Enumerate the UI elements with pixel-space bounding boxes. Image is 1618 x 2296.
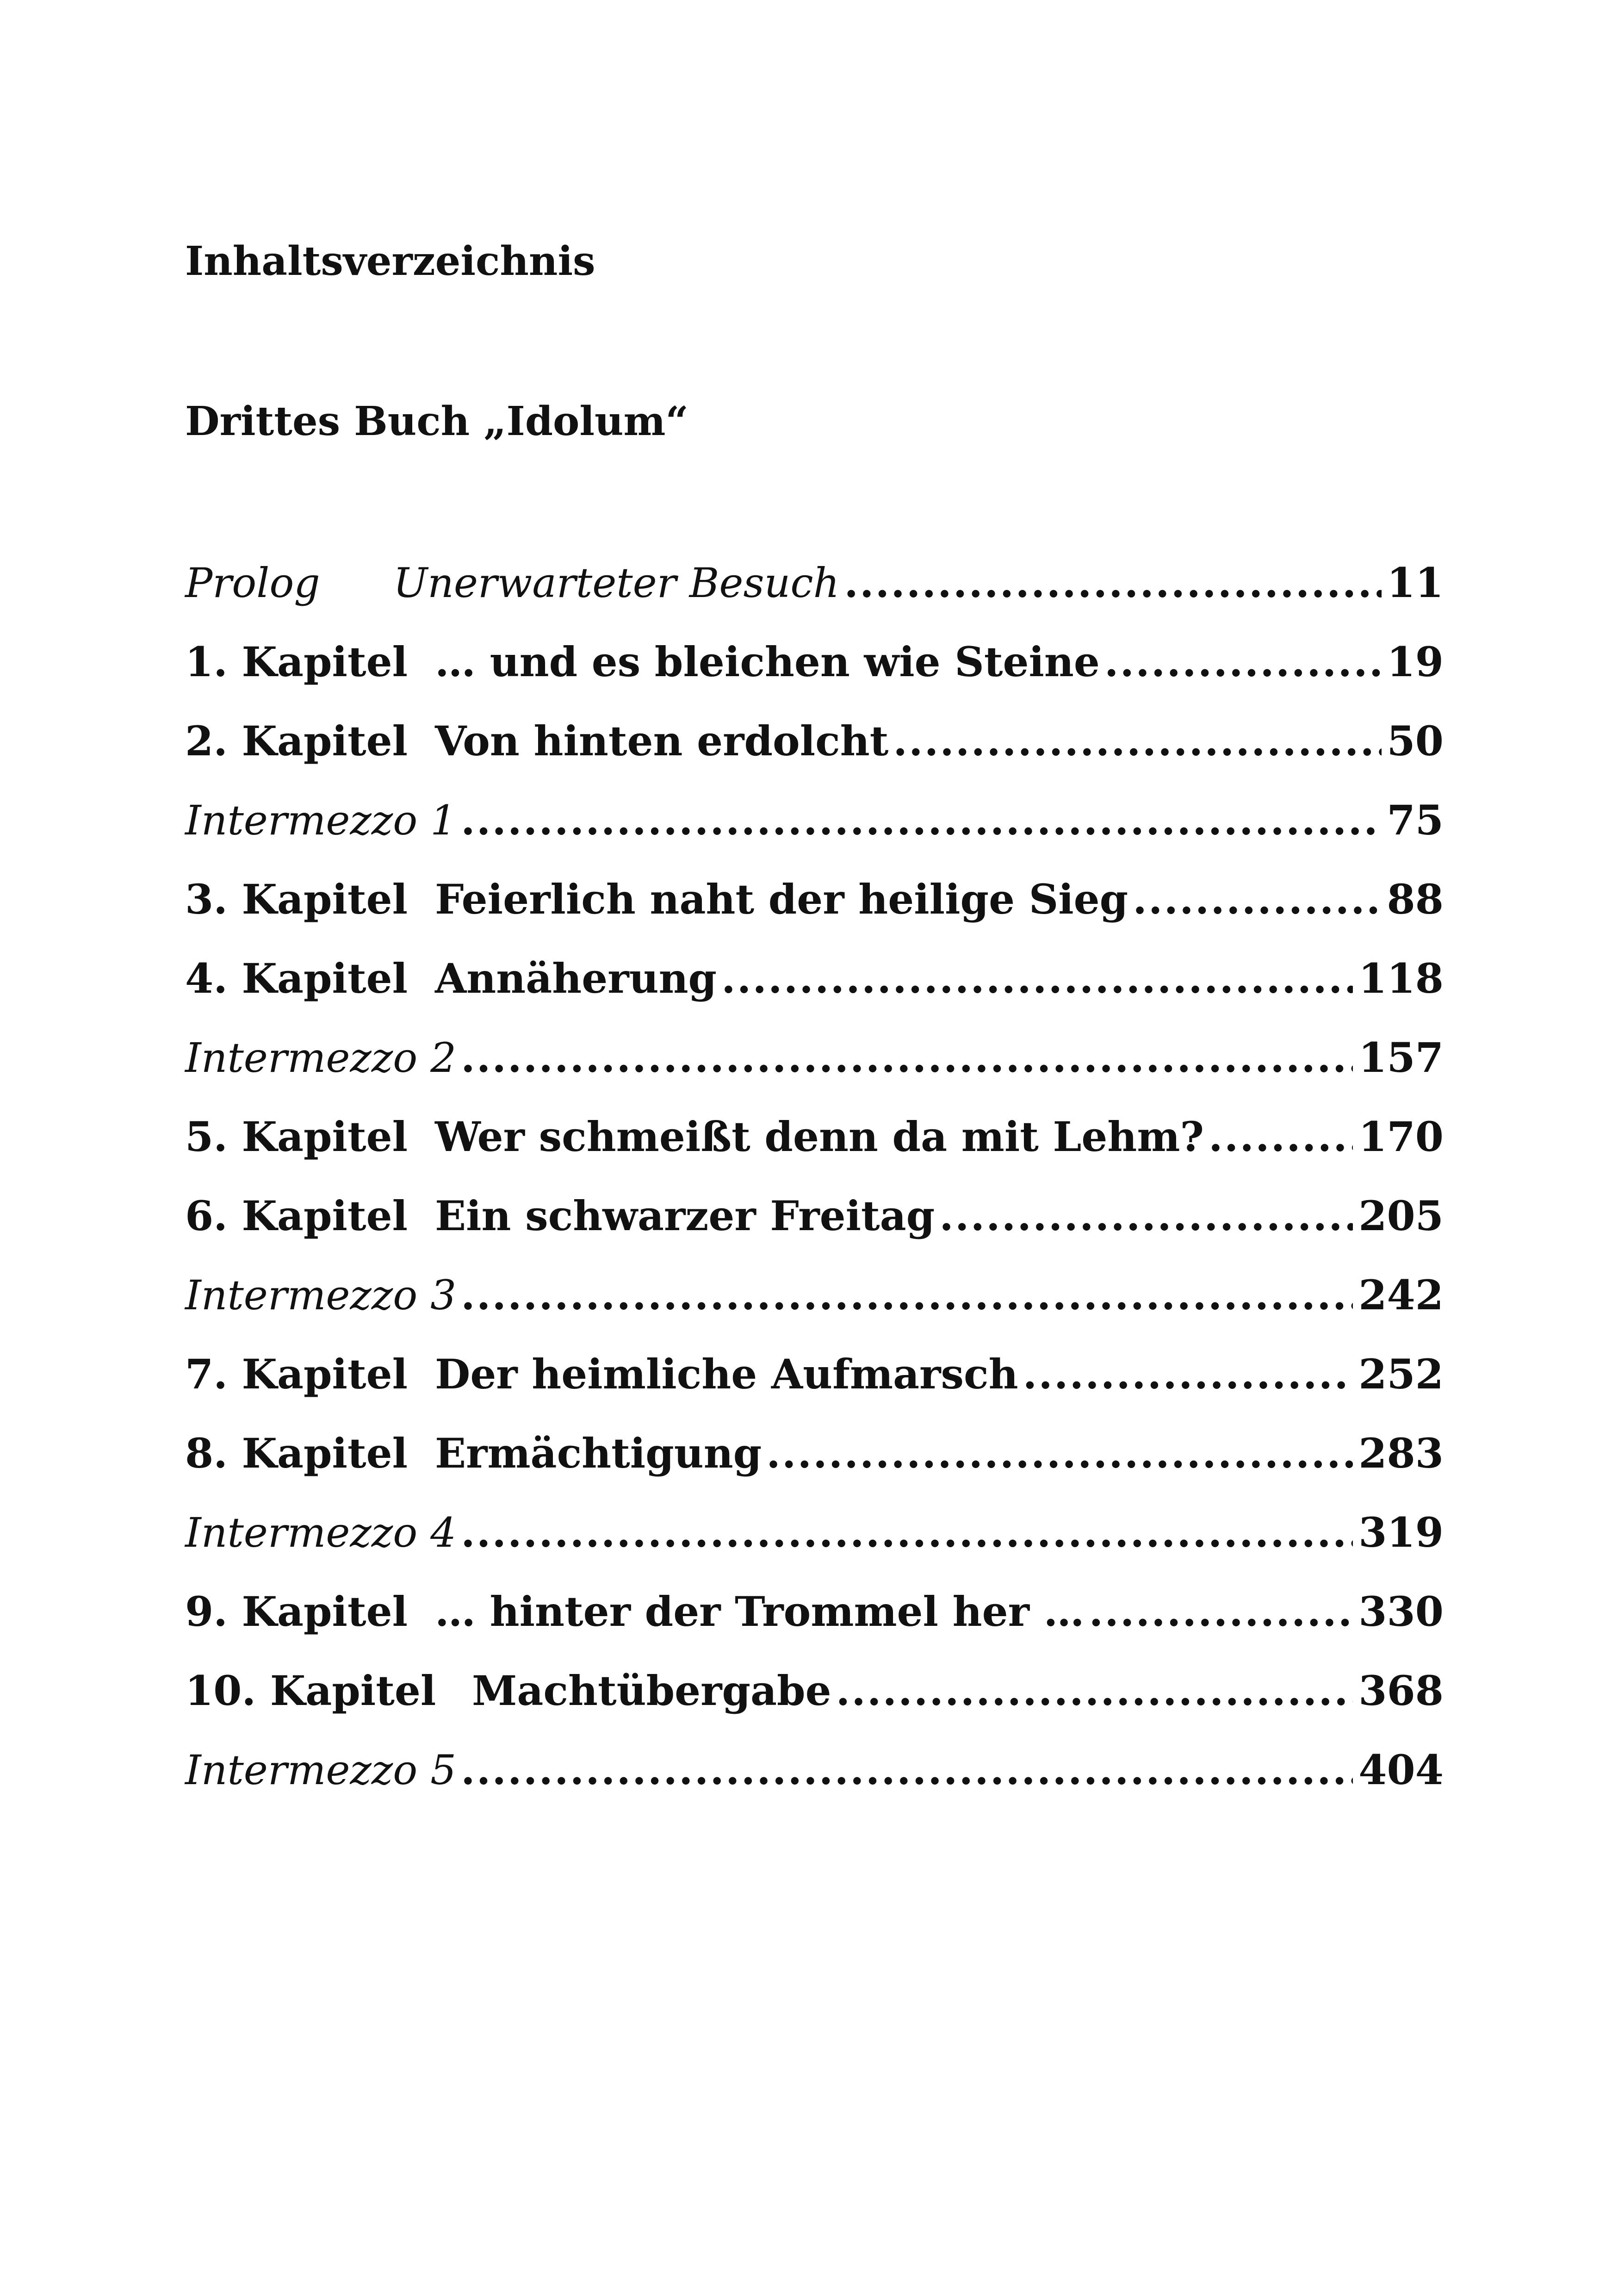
book-heading: Drittes Buch „Idolum“ [185, 398, 688, 445]
toc-leader-dots [1104, 641, 1382, 682]
toc-entry-label: Intermezzo 1 [185, 796, 457, 844]
toc-leader-dots [461, 1749, 1353, 1790]
toc-entry-page-number: 170 [1358, 1113, 1444, 1161]
toc-entry [185, 1746, 1444, 1829]
toc-entry-page-number: 19 [1387, 638, 1444, 686]
toc-entry-title: … hinter der Trommel her … [435, 1587, 1085, 1636]
toc-entry-title: Unerwarteter Besuch [393, 559, 840, 607]
toc-entry-page-number: 283 [1358, 1429, 1444, 1477]
toc-entry-page-number: 118 [1358, 954, 1444, 1002]
toc-entry-page-number: 157 [1358, 1033, 1444, 1082]
toc-entry-page-number: 75 [1387, 796, 1444, 844]
toc-entry-page-number: 11 [1387, 559, 1444, 607]
toc-entry [185, 1429, 1444, 1512]
toc-entry-title: Machtübergabe [472, 1667, 831, 1715]
toc-leader-dots [1023, 1354, 1353, 1394]
toc-entry [185, 954, 1444, 1037]
toc-entry-label: 8. Kapitel [185, 1429, 408, 1477]
toc-leader-dots [893, 721, 1381, 761]
toc-leader-dots [844, 562, 1381, 603]
toc-leader-dots [721, 958, 1353, 999]
toc-entry-label: 10. Kapitel [185, 1667, 436, 1715]
toc-entry-page-number: 319 [1358, 1508, 1444, 1556]
toc-entry-label: Intermezzo 2 [185, 1034, 457, 1082]
toc-entry-label: 4. Kapitel [185, 954, 408, 1002]
toc-leader-dots [461, 1037, 1353, 1078]
toc-entry [185, 1271, 1444, 1354]
toc-entry [185, 1587, 1444, 1670]
toc-entry [185, 1667, 1444, 1749]
toc-entry-label: 6. Kapitel [185, 1192, 408, 1240]
toc-entry-page-number: 404 [1358, 1746, 1444, 1794]
toc-entry-label: Prolog [185, 559, 320, 607]
toc-entry [185, 638, 1444, 721]
toc-leader-dots [836, 1670, 1353, 1711]
toc-entry-label: Intermezzo 3 [185, 1271, 457, 1319]
toc-leader-dots [461, 800, 1381, 840]
toc-leader-dots [766, 1433, 1353, 1474]
toc-entry [185, 796, 1444, 879]
toc-heading: Inhaltsverzeichnis [185, 238, 595, 285]
toc-leader-dots [939, 1195, 1353, 1236]
toc-entry-label: 3. Kapitel [185, 875, 408, 923]
toc-entry-title: Von hinten erdolcht [435, 717, 889, 765]
toc-entry-page-number: 368 [1358, 1667, 1444, 1715]
toc-entry-page-number: 242 [1358, 1271, 1444, 1319]
toc-leader-dots [461, 1275, 1353, 1315]
toc-entry-label: 1. Kapitel [185, 638, 408, 686]
toc-entry-title: Feierlich naht der heilige Sieg [435, 875, 1128, 923]
toc-entry-label: Intermezzo 5 [185, 1746, 457, 1794]
toc-entry [185, 875, 1444, 958]
toc-entry-title: Ein schwarzer Freitag [435, 1192, 935, 1240]
toc-entry [185, 717, 1444, 800]
toc-entry-label: 7. Kapitel [185, 1350, 408, 1398]
table-of-contents [185, 559, 1444, 1829]
toc-entry-page-number: 330 [1358, 1587, 1444, 1636]
toc-entry-label: 9. Kapitel [185, 1587, 408, 1636]
toc-entry [185, 559, 1444, 641]
toc-entry-page-number: 205 [1358, 1192, 1444, 1240]
toc-entry [185, 1508, 1444, 1591]
toc-entry-label: Intermezzo 4 [185, 1509, 457, 1556]
toc-leader-dots [461, 1512, 1353, 1553]
toc-entry-label: 5. Kapitel [185, 1113, 408, 1161]
toc-leader-dots [1089, 1591, 1353, 1632]
toc-entry-title: Ermächtigung [435, 1429, 762, 1477]
toc-entry-title: … und es bleichen wie Steine [435, 638, 1100, 686]
toc-entry [185, 1033, 1444, 1116]
toc-entry [185, 1350, 1444, 1433]
toc-entry-page-number: 50 [1387, 717, 1444, 765]
toc-entry [185, 1192, 1444, 1275]
toc-entry [185, 1113, 1444, 1195]
toc-entry-page-number: 252 [1358, 1350, 1444, 1398]
toc-entry-title: Der heimliche Aufmarsch [435, 1350, 1018, 1398]
toc-entry-label: 2. Kapitel [185, 717, 408, 765]
toc-entry-page-number: 88 [1387, 875, 1444, 923]
toc-entry-title: Annäherung [435, 954, 717, 1002]
toc-leader-dots [1133, 879, 1381, 920]
toc-entry-title: Wer schmeißt denn da mit Lehm? [435, 1113, 1204, 1161]
toc-leader-dots [1209, 1116, 1353, 1157]
